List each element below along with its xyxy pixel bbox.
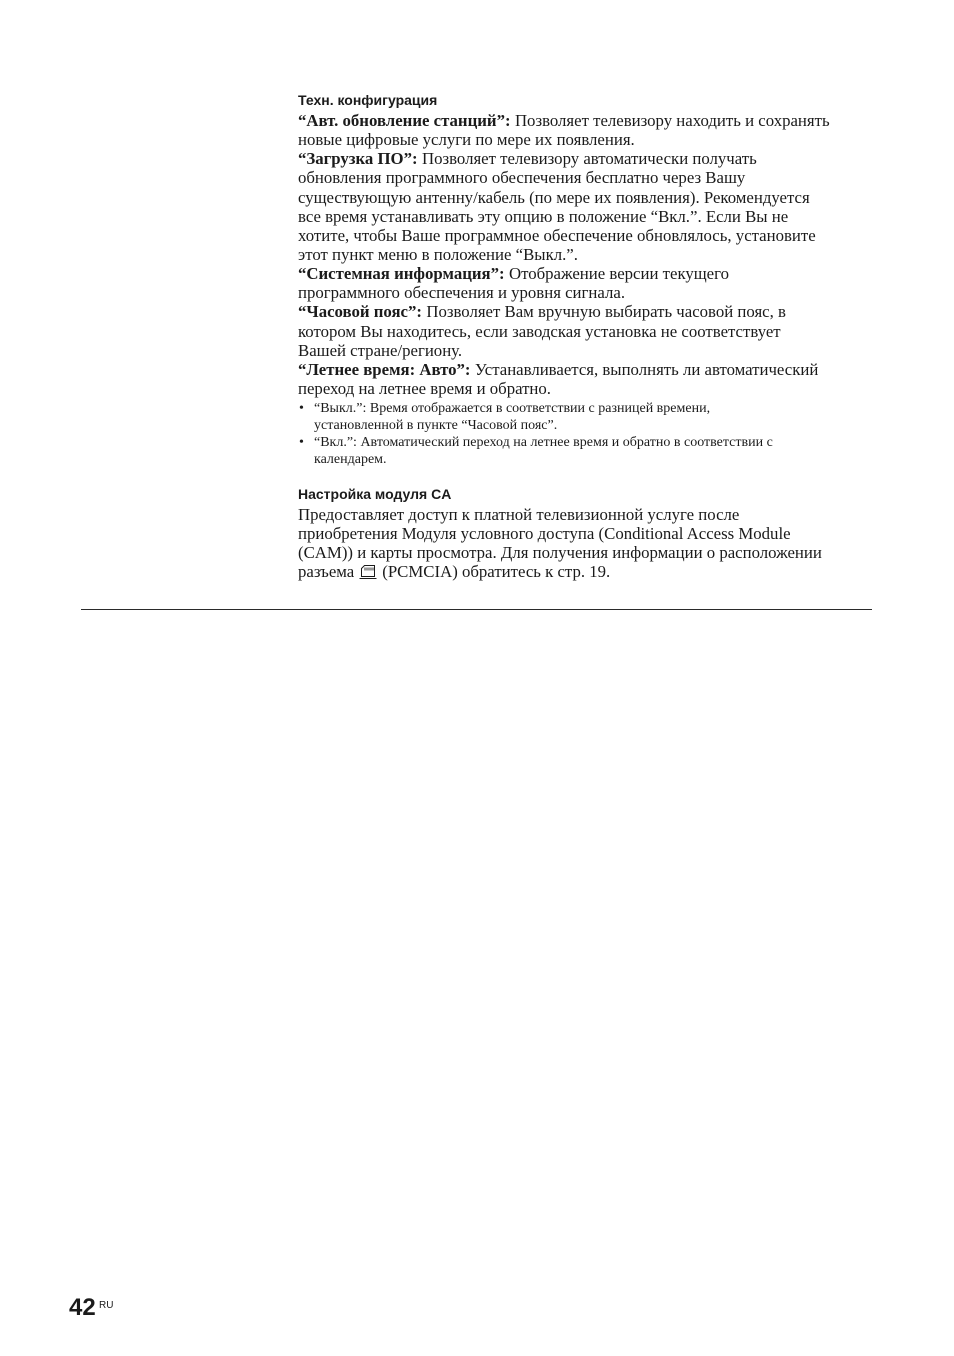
paragraph-line: (CAM)) и карты просмотра. Для получения информации о расположении (298, 543, 822, 563)
setting-term: “Загрузка ПО”: (298, 149, 418, 169)
list-item-text: установленной в пункте “Часовой пояс”. (314, 418, 558, 433)
setting-description: Отображение версии текущего (508, 264, 729, 284)
section-divider (81, 609, 872, 610)
setting-description: переход на летнее время и обратно. (298, 378, 551, 398)
setting-description: обновления программного обеспечения бесплатно через Вашу (298, 168, 746, 188)
setting-description: существующую антенну/кабель (по мере их появления). Рекомендуется (298, 187, 810, 207)
list-item-text: • “Вкл.”: Автоматический переход на летнее время и обратно в соответствии с (314, 435, 773, 450)
setting-first-line (298, 264, 830, 283)
setting-description: котором Вы находитесь, если заводская установка не соответствует (298, 321, 781, 341)
setting-first-line (298, 111, 830, 130)
setting-term: “Летнее время: Авто”: (298, 359, 471, 379)
paragraph-text: (PCMCIA) обратитесь к стр. 19. (382, 562, 611, 582)
setting-term: “Часовой пояс”: (298, 302, 422, 322)
setting-description: Позволяет телевизору автоматически получать (421, 149, 757, 169)
setting-description: хотите, чтобы Ваше программное обеспечение обновлялось, установите (298, 225, 816, 245)
setting-first-line (298, 302, 830, 321)
setting-software-download (298, 149, 830, 264)
ca-module-description (298, 505, 822, 582)
setting-description: Позволяет телевизору находить и сохранять (514, 111, 830, 130)
setting-description: программного обеспечения и уровня сигнала. (298, 283, 626, 303)
setting-first-line (298, 149, 830, 168)
setting-daylight-saving-auto (298, 360, 830, 398)
setting-description: новые цифровые услуги по мере их появления. (298, 130, 635, 150)
setting-system-information (298, 264, 830, 302)
section-heading-tech-config: Техн. конфигурация (298, 92, 438, 108)
list-item-on (298, 434, 773, 468)
pcmcia-slot-icon (359, 564, 377, 580)
setting-time-zone (298, 302, 830, 359)
setting-description: Позволяет Вам вручную выбирать часовой пояс, в (426, 302, 786, 322)
list-item-text: • “Выкл.”: Время отображается в соответствии с разницей времени, (314, 401, 711, 416)
paragraph-line-with-icon (298, 562, 822, 581)
paragraph-line: Предоставляет доступ к платной телевизионной услуге после (298, 505, 740, 524)
paragraph-text: разъема (298, 562, 355, 582)
page-language-code: RU (99, 1300, 114, 1311)
paragraph-line: приобретения Модуля условного доступа (Conditional Access Module (298, 524, 791, 544)
page-number: 42 (69, 1294, 96, 1321)
setting-term: “Авт. обновление станций”: (298, 111, 511, 130)
daylight-saving-options-list (298, 400, 773, 468)
section-heading-ca-module: Настройка модуля CA (298, 486, 452, 502)
setting-description: Устанавливается, выполнять ли автоматический (474, 359, 819, 379)
setting-auto-update-services (298, 111, 830, 149)
list-item-off (298, 400, 773, 434)
list-item-text: календарем. (314, 452, 387, 467)
setting-description: все время устанавливать эту опцию в положение “Вкл.”. Если Вы не (298, 206, 789, 226)
setting-description: этот пункт меню в положение “Выкл.”. (298, 244, 578, 264)
setting-first-line (298, 360, 830, 379)
tech-config-settings (298, 111, 830, 398)
setting-term: “Системная информация”: (298, 264, 505, 284)
setting-description: Вашей стране/региону. (298, 340, 463, 360)
